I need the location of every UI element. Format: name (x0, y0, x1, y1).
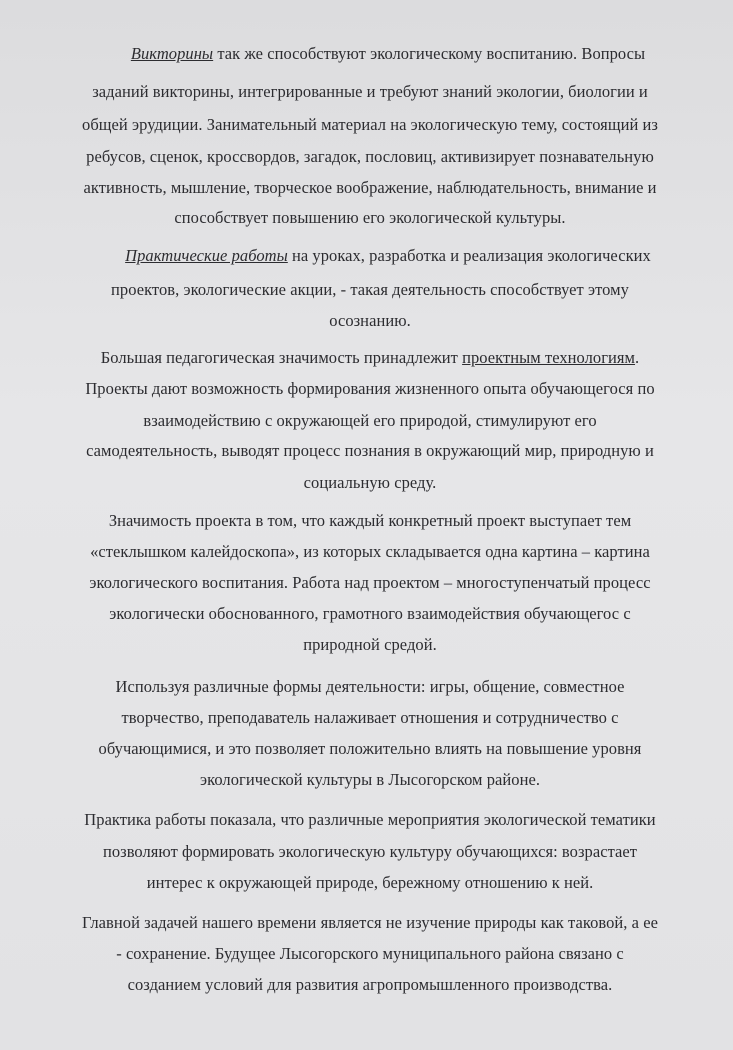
p3-line-5: социальную среду. (303, 473, 437, 492)
project-technologies-term: проектным технологиям (462, 348, 636, 367)
p4-line-4: экологически обоснованного, грамотного взаимодействия обучающегос с (109, 604, 631, 623)
p7-line-3: созданием условий для развития агропромышленного производства. (127, 975, 613, 994)
p3-line-1: Большая педагогическая значимость принадлежит проектным технологиям. (100, 348, 640, 367)
p6-line-3: интерес к окружающей природе, бережному отношению к ней. (146, 873, 594, 892)
p4-line-3: экологического воспитания. Работа над проектом – многоступенчатый процесс (89, 573, 651, 592)
p6-line-2: позволяют формировать экологическую культуру обучающихся: возрастает (102, 842, 638, 861)
p4-line-5: природной средой. (303, 635, 437, 654)
p2-line-3: осознанию. (329, 311, 411, 330)
p2-line-2: проектов, экологические акции, - такая деятельность способствует этому (111, 280, 629, 299)
p1-line-2: заданий викторины, интегрированные и требуют знаний экологии, биологии и (92, 82, 648, 101)
p2-line-1: Практические работы на уроках, разработка и реализация экологических (125, 246, 651, 265)
p1-line-4: ребусов, сценок, кроссвордов, загадок, пословиц, активизирует познавательную (86, 147, 654, 166)
p4-line-1: Значимость проекта в том, что каждый конкретный проект выступает тем (108, 511, 632, 530)
p7-line-1: Главной задачей нашего времени является не изучение природы как таковой, а ее (82, 913, 658, 932)
p5-line-1: Используя различные формы деятельности: игры, общение, совместное (115, 677, 625, 696)
p5-line-3: обучающимися, и это позволяет положительно влиять на повышение уровня (98, 739, 642, 758)
p3-line-2: Проекты дают возможность формирования жизненного опыта обучающегося по (85, 379, 655, 398)
p6-line-1: Практика работы показала, что различные мероприятия экологической тематики (84, 810, 656, 829)
p1-title: Викторины (130, 44, 214, 63)
p5-line-2: творчество, преподаватель налаживает отношения и сотрудничество с (121, 708, 619, 727)
p1-line-3: общей эрудиции. Занимательный материал на экологическую тему, состоящий из (82, 115, 658, 134)
p7-line-2: - сохранение. Будущее Лысогорского муниципального района связано с (116, 944, 624, 963)
p3-line-4: самодеятельность, выводят процесс познания в окружающий мир, природную и (86, 441, 654, 460)
p2-title: Практические работы (125, 246, 288, 265)
p3-line-3: взаимодействию с окружающей его природой, стимулируют его (143, 411, 597, 430)
p5-line-4: экологической культуры в Лысогорском районе. (199, 770, 540, 789)
p1-line-5: активность, мышление, творческое воображение, наблюдательность, внимание и (83, 178, 657, 197)
p1-line-1: Викторины так же способствуют экологическому воспитанию. Вопросы (130, 44, 646, 63)
p4-line-2: «стеклышком калейдоскопа», из которых складывается одна картина – картина (90, 542, 650, 561)
p1-line-6: способствует повышению его экологической культуры. (174, 208, 566, 227)
